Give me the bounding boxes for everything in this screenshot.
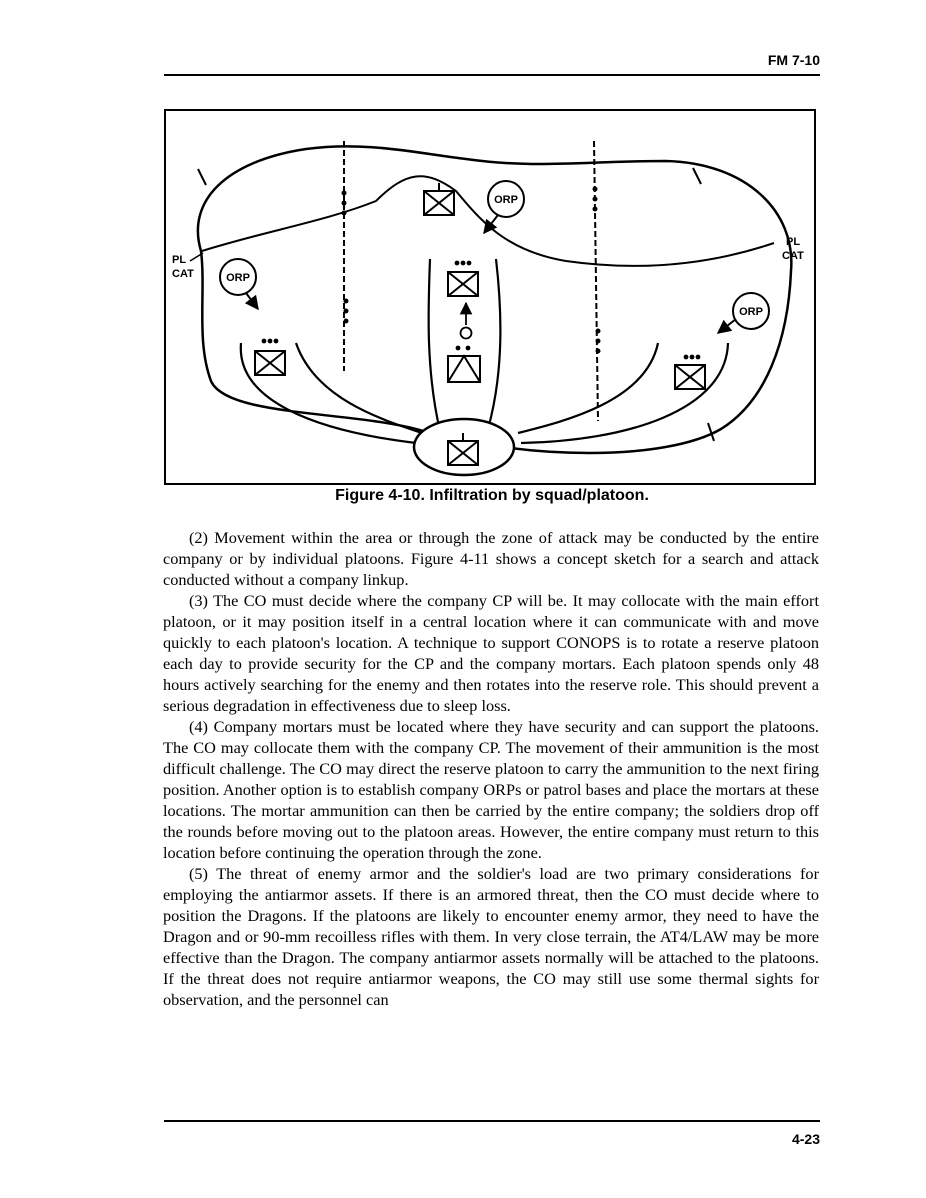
objective-marker [461,328,472,339]
orp-marker-left [220,259,256,295]
orp-marker-top [488,181,524,217]
squad-symbol-center [448,346,480,382]
header-rule [164,74,820,76]
figure-diagram [164,109,816,485]
orp-arrow-left [246,293,258,309]
svg-text:ORP: ORP [226,272,250,284]
phase-line-cat [202,176,774,266]
figure-caption: Figure 4-10. Infiltration by squad/platoon. [335,487,649,504]
paragraph: (5) The threat of enemy armor and the soldier's load are two primary considerations for employing the antiarmor assets. If there is an armored threat, then the CO must decide where to position the Dragons. If the platoons are likely to encounter enemy armor, they need to have the Dragon and or 90-mm recoilless rifles with them. In very close terrain, the AT4/LAW may be more effective than the Dragon. The company antiarmor assets normally will be attached to the platoons. If the threat does not require antiarmor weapons, the CO may still use some thermal sights for observation, and the personnel can [163,864,819,1009]
svg-text:ORP: ORP [739,306,763,318]
sector-boundary-right [594,141,598,421]
paragraph: (3) The CO must decide where the company CP will be. It may collocate with the main effort platoon, or it may position itself in a central location where it can communicate with and move quickly to each platoon's location. A technique to support CONOPS is to rotate a reserve platoon each day to provide security for the CP and the company mortars. Each platoon spends only 48 hours actively searching for the enemy and then rotates into the reserve role. This should prevent a serious degradation in effectiveness due to sleep loss. [163,591,819,715]
paragraph: (2) Movement within the area or through the zone of attack may be conducted by the entire company or by individual platoons. Figure 4-11 shows a concept sketch for a search and attack conducted without a company linkup. [163,528,819,589]
platoon-symbol-top [424,183,454,215]
paragraph: (4) Company mortars must be located where they have security and can support the platoons. The CO may collocate them with the company CP. The movement of their ammunition is the most difficult challenge. The CO may direct the reserve platoon to carry the ammunition to the next firing position. Another option is to establish company ORPs or patrol bases and place the mortars at these locations. The mortar ammunition can then be carried by the entire company; the soldiers drop off the rounds before moving out to the platoon areas. However, the entire company must return to this location before continuing the operation through the zone. [163,717,819,862]
orp-arrow-right [718,319,736,333]
infiltration-diagram-svg [166,111,814,483]
cat-label-left: CAT [172,268,194,280]
pl-label-left: PL [172,254,187,266]
boundary-tick [198,169,206,185]
platoon-symbol-right [675,355,705,389]
page-number: 4-23 [791,1131,820,1147]
pl-label-right: PL [786,236,801,248]
platoon-symbol-center [448,261,478,296]
boundary-tick [693,168,701,184]
platoon-symbol-left [255,339,285,375]
svg-text:ORP: ORP [494,194,518,206]
cat-label-right: CAT [782,250,804,262]
body-text [163,527,819,1010]
footer-rule [164,1120,820,1122]
orp-marker-right [733,293,769,329]
running-header: FM 7-10 [767,52,820,68]
